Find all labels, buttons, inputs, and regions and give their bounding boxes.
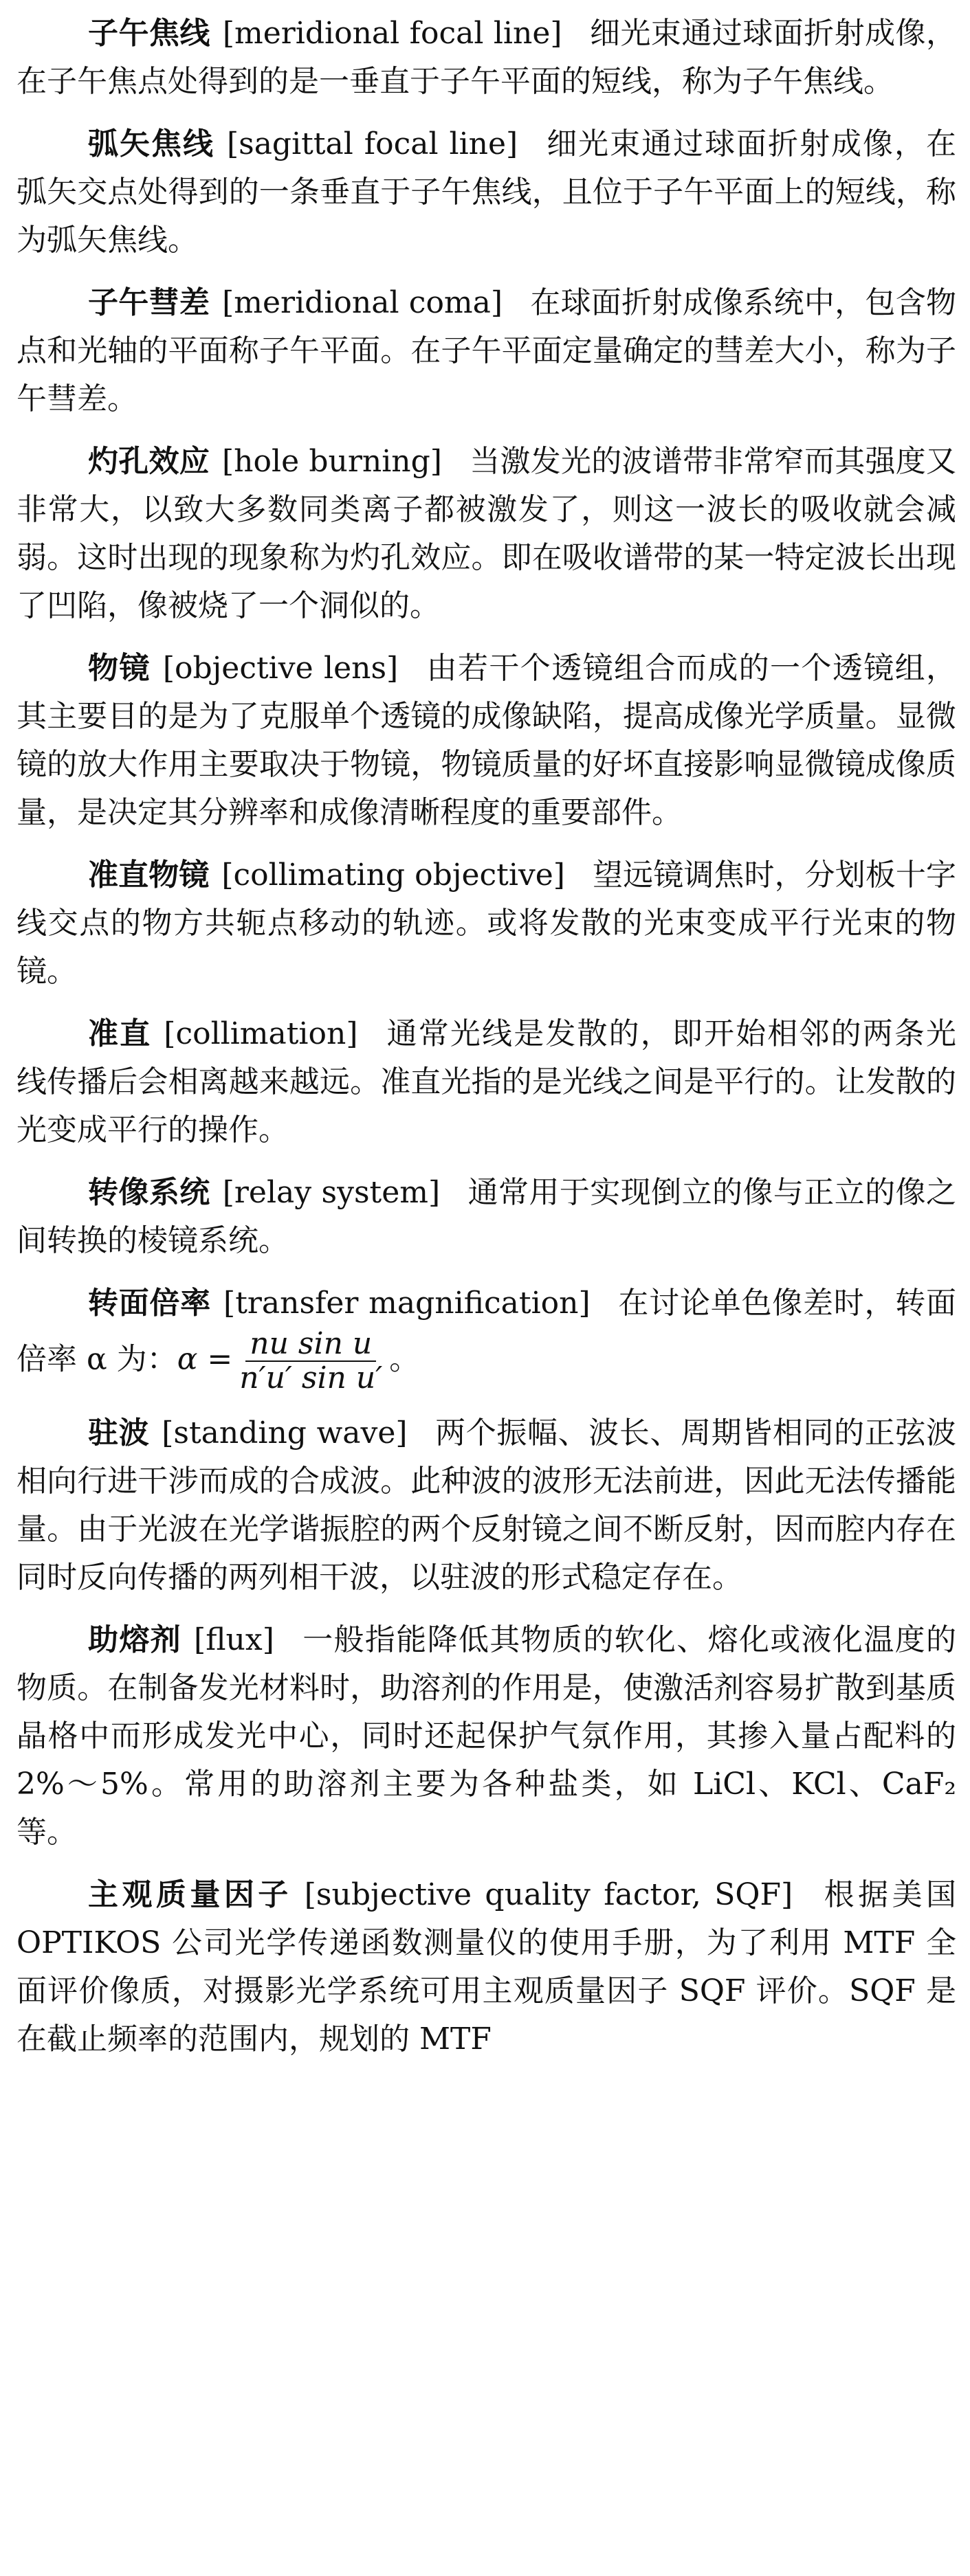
entry-english-term: [meridional coma]: [222, 285, 503, 320]
formula-end-punctuation: 。: [389, 1341, 420, 1377]
entry-definition: 在讨论单色像差时，转面倍率 α 为：: [16, 1286, 956, 1377]
entry-term: 准直物镜: [88, 858, 210, 893]
entry-english-term: [collimating objective]: [221, 858, 565, 893]
entry-objective-lens: [16, 645, 956, 837]
entry-term: 子午彗差: [88, 285, 210, 320]
entry-meridional-coma: [16, 279, 956, 423]
formula-numerator: nu sin u: [245, 1328, 376, 1362]
formula-denominator: n′u′ sin u′: [239, 1360, 383, 1396]
entry-term: 子午焦线: [88, 16, 210, 51]
entry-english-term: [collimation]: [164, 1016, 358, 1051]
entry-flux: [16, 1616, 956, 1857]
entry-term: 助熔剂: [88, 1622, 182, 1657]
entry-definition: 望远镜调焦时，分划板十字线交点的物方共轭点移动的轨迹。或将发散的光束变成平行光束的物镜。: [16, 858, 957, 989]
entry-term: 准直: [88, 1016, 152, 1051]
entry-english-term: [standing wave]: [162, 1415, 408, 1451]
entry-transfer-magnification: [16, 1279, 956, 1395]
entry-definition: 两个振幅、波长、周期皆相同的正弦波相向行进干涉而成的合成波。此种波的波形无法前进，因此无法传播能量。由于光波在光学谐振腔的两个反射镜之间不断反射，因而腔内存在同时反向传播的两列相干波，以驻波的形式稳定存在。: [16, 1415, 957, 1595]
entry-term: 驻波: [88, 1415, 150, 1451]
magnification-formula: [177, 1328, 390, 1395]
formula-lhs: α =: [177, 1341, 233, 1377]
entry-term: 物镜: [88, 651, 151, 686]
entry-definition: 一般指能降低其物质的软化、熔化或液化温度的物质。在制备发光材料时，助溶剂的作用是，使激活剂容易扩散到基质晶格中而形成发光中心，同时还起保护气氛作用，其掺入量占配料的 2%～5%。常用的助溶剂主要为各种盐类，如 LiCl、KCl、CaF₂ 等。: [16, 1622, 957, 1850]
entry-sagittal-focal-line: [16, 120, 956, 265]
entry-definition: 由若干个透镜组合而成的一个透镜组，其主要目的是为了克服单个透镜的成像缺陷，提高成像光学质量。显微镜的放大作用主要取决于物镜，物镜质量的好坏直接影响显微镜成像质量，是决定其分辨率和成像清晰程度的重要部件。: [16, 651, 957, 830]
entry-relay-system: [16, 1169, 956, 1265]
entry-hole-burning: [16, 438, 956, 630]
formula-fraction: [235, 1328, 386, 1395]
entry-english-term: [relay system]: [222, 1175, 441, 1210]
entry-english-term: [flux]: [194, 1622, 274, 1657]
entry-term: 弧矢焦线: [88, 126, 214, 161]
entry-term: 转像系统: [88, 1175, 210, 1210]
entry-collimating-objective: [16, 851, 956, 996]
entry-english-term: [hole burning]: [222, 444, 442, 479]
entry-definition: 当激发光的波谱带非常窄而其强度又非常大，以致大多数同类离子都被激发了，则这一波长的吸收就会减弱。这时出现的现象称为灼孔效应。即在吸收谱带的某一特定波长出现了凹陷，像被烧了一个洞似的。: [16, 444, 957, 623]
entry-definition: 在球面折射成像系统中，包含物点和光轴的平面称子午平面。在子午平面定量确定的彗差大小，称为子午彗差。: [16, 285, 956, 416]
entry-definition: 根据美国 OPTIKOS 公司光学传递函数测量仪的使用手册，为了利用 MTF 全面评价像质，对摄影光学系统可用主观质量因子 SQF 评价。SQF 是在截止频率的范围内，规划的 MTF: [16, 1877, 957, 2057]
entry-definition: 通常光线是发散的，即开始相邻的两条光线传播后会相离越来越远。准直光指的是光线之间是平行的。让发散的光变成平行的操作。: [16, 1016, 957, 1147]
entry-term: 灼孔效应: [88, 444, 210, 479]
entry-definition: 细光束通过球面折射成像，在弧矢交点处得到的一条垂直于子午焦线，且位于子午平面上的短线，称为弧矢焦线。: [16, 126, 957, 258]
entry-term: 主观质量因子: [88, 1877, 292, 1912]
entry-definition: 通常用于实现倒立的像与正立的像之间转换的棱镜系统。: [16, 1175, 957, 1258]
entry-definition: 细光束通过球面折射成像，在子午焦点处得到的是一垂直于子午平面的短线，称为子午焦线。: [16, 16, 956, 99]
entry-collimation: [16, 1010, 956, 1154]
entry-meridional-focal-line: [16, 10, 956, 106]
entry-term: 转面倍率: [88, 1286, 212, 1321]
entry-english-term: [subjective quality factor, SQF]: [304, 1877, 793, 1912]
entry-subjective-quality-factor: [16, 1871, 956, 2063]
entry-english-term: [transfer magnification]: [223, 1286, 591, 1321]
entry-english-term: [objective lens]: [162, 651, 399, 686]
entry-standing-wave: [16, 1409, 956, 1602]
entry-english-term: [sagittal focal line]: [226, 126, 518, 161]
entry-english-term: [meridional focal line]: [222, 16, 562, 51]
